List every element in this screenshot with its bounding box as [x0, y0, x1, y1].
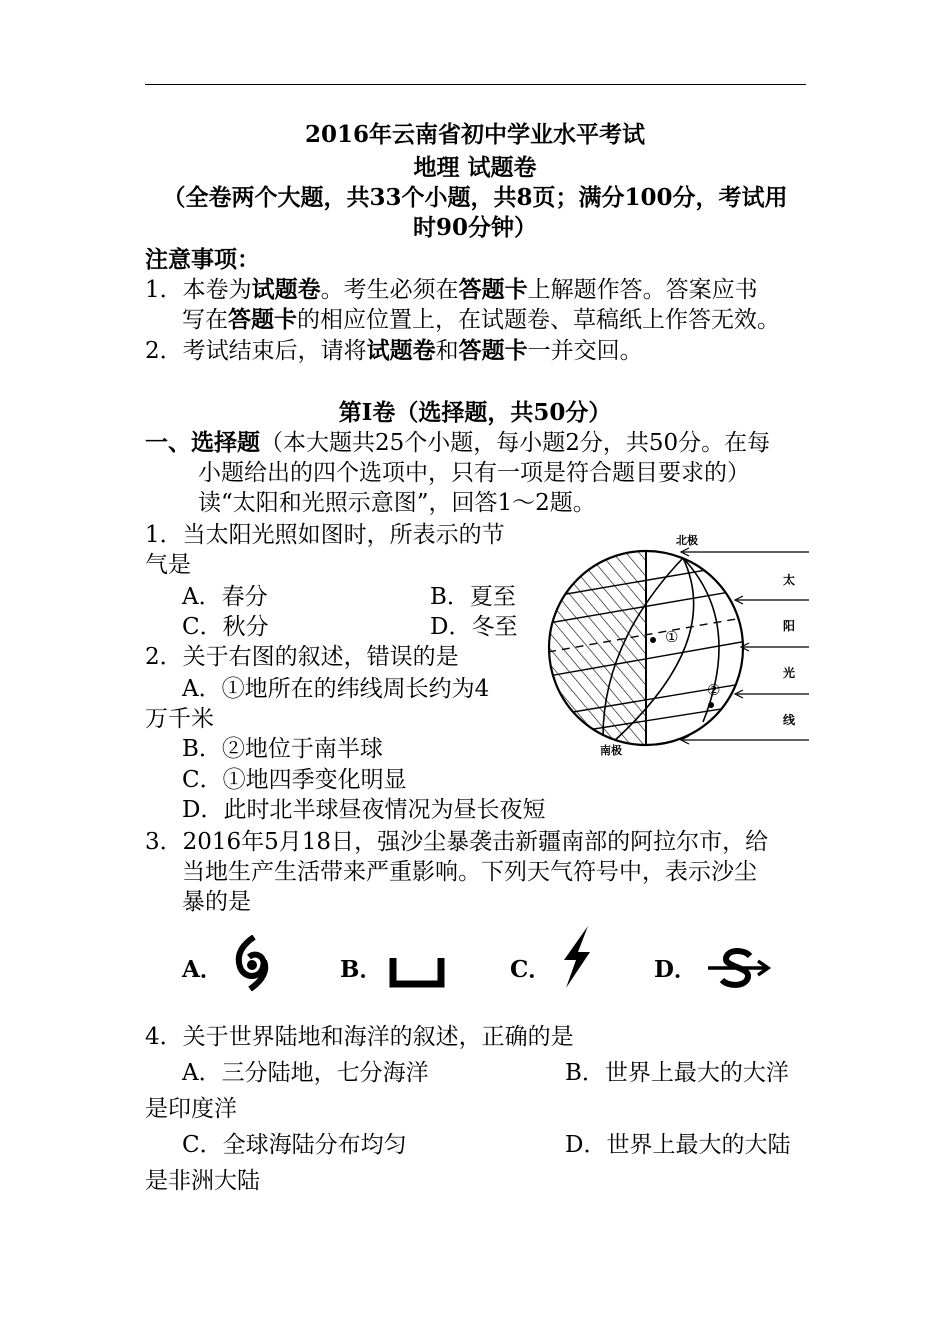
point-2-label: ② — [707, 681, 721, 699]
notice-text: 一并交回。 — [527, 338, 643, 364]
q4-option-a: A．三分陆地，七分海洋 — [182, 1060, 429, 1086]
notice-item-1 — [145, 275, 758, 305]
notice-bold: 试题卷 — [366, 337, 436, 364]
notice-text: 2．考试结束后，请将 — [145, 338, 367, 364]
typhoon-symbol-icon — [232, 935, 272, 991]
q4-option-d-line1: D．世界上最大的大陆 — [565, 1132, 791, 1158]
top-rule — [145, 84, 806, 85]
notice-text: 写在 — [182, 307, 228, 333]
q3-option-a: A． — [182, 956, 223, 983]
q4-option-b-line1: B．世界上最大的大洋 — [565, 1060, 789, 1086]
q4-option-d-line2: 是非洲大陆 — [145, 1168, 260, 1194]
q2-option-b: B．②地位于南半球 — [182, 736, 383, 762]
notice-text: 。考生必须在 — [320, 277, 459, 303]
sunlight-char-4: 线 — [783, 713, 796, 727]
sandstorm-symbol-icon — [706, 947, 772, 989]
exam-info-line2: 时90分钟） — [412, 214, 537, 241]
sunlight-char-3: 光 — [783, 666, 796, 680]
part-label: 一、选择题 — [145, 429, 260, 456]
q1-option-b: B．夏至 — [430, 584, 516, 610]
notice-text: 1．本卷为 — [145, 277, 252, 303]
notice-text: 的相应位置上，在试题卷、草稿纸上作答无效。 — [297, 307, 780, 333]
q1-option-d: D．冬至 — [430, 614, 518, 640]
q1-option-c: C．秋分 — [182, 614, 269, 640]
part-desc-line2: 小题给出的四个选项中，只有一项是符合题目要求的） — [198, 460, 750, 486]
bracket-symbol-icon — [388, 955, 446, 989]
sunlight-diagram-svg — [543, 532, 813, 760]
q4-option-c: C．全球海陆分布均匀 — [182, 1132, 407, 1158]
notice-heading: 注意事项： — [145, 246, 260, 273]
notice-text: 和 — [435, 338, 459, 364]
part-desc: （本大题共25个小题，每小题2分，共50分。在每 — [260, 430, 771, 456]
section-title: 第Ⅰ卷（选择题，共50分） — [338, 399, 612, 426]
q3-stem-line2: 当地生产生活带来严重影响。下列天气符号中，表示沙尘 — [182, 859, 757, 885]
north-pole-label: 北极 — [676, 534, 698, 547]
exam-title: 2016年云南省初中学业水平考试 — [304, 121, 645, 148]
south-pole-label: 南极 — [600, 744, 622, 757]
q2-option-d: D．此时北半球昼夜情况为昼长夜短 — [182, 797, 546, 823]
q3-stem-line1: 3．2016年5月18日，强沙尘暴袭击新疆南部的阿拉尔市，给 — [145, 829, 769, 855]
q1-stem-line2: 气是 — [145, 552, 191, 578]
notice-bold: 试题卷 — [251, 276, 321, 303]
notice-item-1-cont — [182, 305, 780, 335]
q1-stem-line1: 1．当太阳光照如图时，所表示的节 — [145, 522, 505, 548]
question-intro: 读“太阳和光照示意图”，回答1～2题。 — [198, 490, 596, 516]
notice-bold: 答题卡 — [228, 306, 297, 333]
q3-option-b: B． — [340, 956, 383, 983]
q4-option-b-line2: 是印度洋 — [145, 1096, 237, 1122]
exam-info-line1: （全卷两个大题，共33个小题，共8页；满分100分，考试用 — [162, 184, 788, 211]
q2-option-c: C．①地四季变化明显 — [182, 767, 407, 793]
sunlight-char-1: 太 — [783, 573, 796, 587]
sunlight-char-2: 阳 — [783, 619, 796, 633]
q4-stem: 4．关于世界陆地和海洋的叙述，正确的是 — [145, 1024, 574, 1050]
q2-stem: 2．关于右图的叙述，错误的是 — [145, 644, 459, 670]
sunlight-diagram — [543, 532, 813, 760]
exam-subtitle: 地理 试题卷 — [413, 154, 537, 181]
q3-option-d: D． — [654, 956, 697, 983]
notice-bold: 答题卡 — [458, 337, 528, 364]
q1-option-a: A．春分 — [182, 584, 268, 610]
notice-item-2 — [145, 336, 643, 366]
notice-bold: 答题卡 — [458, 276, 528, 303]
q3-option-c: C． — [510, 956, 552, 983]
q2-option-a-line1: A．①地所在的纬线周长约为4 — [182, 676, 490, 702]
notice-text: 上解题作答。答案应书 — [527, 277, 758, 303]
lightning-symbol-icon — [558, 924, 594, 990]
part-heading — [145, 428, 770, 458]
q2-option-a-line2: 万千米 — [145, 706, 214, 732]
q3-stem-line3: 暴的是 — [182, 889, 251, 915]
point-1-label: ① — [665, 628, 679, 646]
